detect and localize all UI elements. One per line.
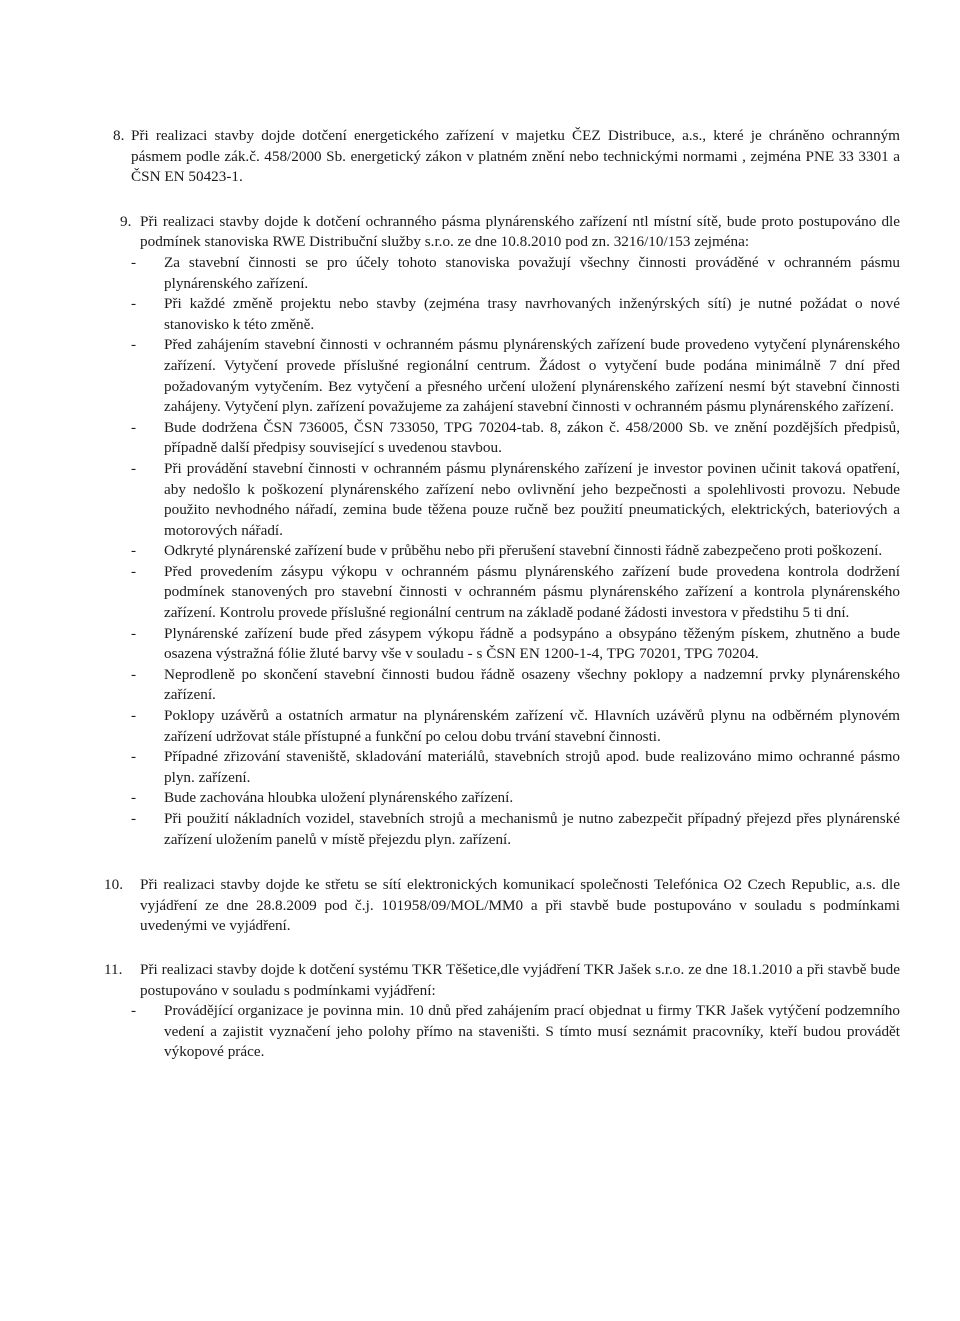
section-10 (0, 875, 900, 937)
condition-list (140, 1001, 900, 1063)
list-item: - Při provádění stavební činnosti v ochranném pásmu plynárenského zařízení je investor povinen učinit taková opatření, aby nedošlo k poškození plynárenského zařízení nebo ovlivnění jeho bezpečnosti a spolehlivosti provozu. Nebude použito nevhodného nářadí, zemina bude těžena pouze ručně bez použití pneumatických, elektrických, bateriových a motorových nářadí. (140, 459, 900, 541)
section-9 (0, 212, 900, 850)
list-item: - Poklopy uzávěrů a ostatních armatur na plynárenském zařízení vč. Hlavních uzávěrů plynu na odběrném plynovém zařízení udržovat stále přístupné a funkční po celou dobu trvání stavební činnosti. (140, 706, 900, 747)
list-item: - Neprodleně po skončení stavební činnosti budou řádně osazeny všechny poklopy a nadzemní prvky plynárenského zařízení. (140, 665, 900, 706)
section-text: Při realizaci stavby dojde dotčení energetického zařízení v majetku ČEZ Distribuce, a.s., které je chráněno ochranným pásmem podle zák.č. 458/2000 Sb. energetický zákon v platném znění nebo technickými normami , zejména PNE 33 3301 a ČSN EN 50423-1. (131, 127, 900, 186)
list-item: - Bude dodržena ČSN 736005, ČSN 733050, TPG 70204-tab. 8, zákon č. 458/2000 Sb. ve znění pozdějších předpisů, případně další předpisy související s uvedenou stavbou. (140, 418, 900, 459)
list-item: - Před zahájením stavební činnosti v ochranném pásmu plynárenských zařízení bude provedeno vytyčení plynárenského zařízení. Vytyčení provede příslušné regionální centrum. Žádost o vytyčení bude podána minimálně 7 dní před požadovaným vytyčením. Bez vytyčení a přesného určení uložení plynárenského zařízení nesmí být stavební činnosti zahájeny. Vytyčení plyn. zařízení považujeme za zahájení stavební činnosti v ochranném pásmu plynárenského zařízení. (140, 335, 900, 417)
list-item: - Bude zachována hloubka uložení plynárenského zařízení. (140, 788, 900, 809)
list-item: - Provádějící organizace je povinna min. 10 dnů před zahájením prací objednat u firmy TKR Jašek vytýčení podzemního vedení a zajistit vyznačení jeho polohy přímo na staveništi. S tímto musí seznámit pracovníky, kteří budou provádět výkopové práce. (140, 1001, 900, 1063)
list-item: - Plynárenské zařízení bude před zásypem výkopu řádně a podsypáno a obsypáno těženým pískem, zhutněno a bude osazena výstražná fólie žluté barvy vše v souladu - s ČSN EN 1200-1-4, TPG 70201, TPG 70204. (140, 624, 900, 665)
list-item: - Při použití nákladních vozidel, stavebních strojů a mechanismů je nutno zabezpečit případný přejezd přes plynárenské zařízení uložením panelů v místě přejezdu plyn. zařízení. (140, 809, 900, 850)
section-11 (0, 960, 900, 1063)
condition-list (140, 253, 900, 850)
list-item: - Odkryté plynárenské zařízení bude v průběhu nebo při přerušení stavební činnosti řádně zabezpečeno proti poškození. (140, 541, 900, 562)
section-number: 11. (104, 960, 123, 978)
list-item: - Za stavební činnosti se pro účely tohoto stanoviska považují všechny činnosti prováděné v ochranném pásmu plynárenského zařízení. (140, 253, 900, 294)
section-8 (0, 126, 900, 188)
section-number: 8. (113, 127, 125, 144)
list-item: - Při každé změně projektu nebo stavby (zejména trasy navrhovaných inženýrských sítí) je nutné požádat o nové stanovisko k této změně. (140, 294, 900, 335)
list-item: - Před provedením zásypu výkopu v ochranném pásmu plynárenského zařízení bude provedena kontrola dodržení podmínek stanovených pro stavební činnosti v ochranném pásmu plynárenského zařízení a kontrola plynárenského zařízení. Kontrolu provede příslušné regionální centrum na základě podané žádosti investora v předstihu 5 ti dní. (140, 562, 900, 624)
section-text: Při realizaci stavby dojde k dotčení systému TKR Těšetice,dle vyjádření TKR Jašek s.r.o. ze dne 18.1.2010 a při stavbě bude postupováno v souladu s podmínkami vyjádření: (140, 960, 900, 999)
section-text: Při realizaci stavby dojde k dotčení ochranného pásma plynárenského zařízení ntl místní sítě, bude proto postupováno dle podmínek stanoviska RWE Distribuční služby s.r.o. ze dne 10.8.2010 pod zn. 3216/10/153 zejména: (140, 212, 900, 251)
section-text: Při realizaci stavby dojde ke střetu se sítí elektronických komunikací společnosti Telefónica O2 Czech Republic, a.s. dle vyjádření ze dne 28.8.2009 pod č.j. 101958/09/MOL/MM0 a při stavbě bude postupováno v souladu s podmínkami uvedenými ve vyjádření. (140, 876, 900, 935)
section-number: 9. (120, 212, 132, 230)
section-number: 10. (104, 876, 123, 894)
list-item: - Případné zřizování staveniště, skladování materiálů, stavebních strojů apod. bude realizováno mimo ochranné pásmo plyn. zařízení. (140, 747, 900, 788)
